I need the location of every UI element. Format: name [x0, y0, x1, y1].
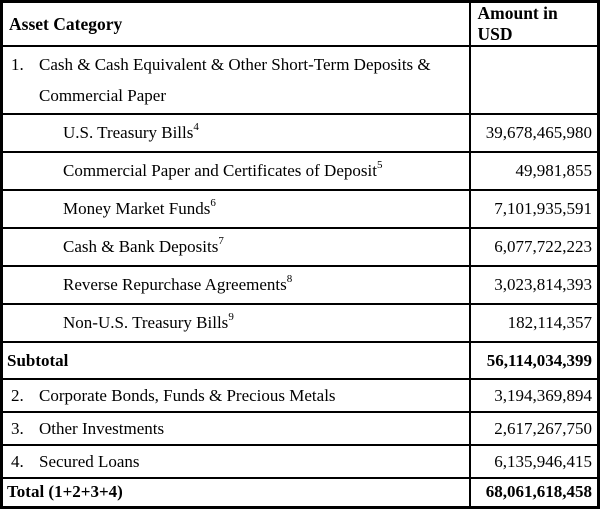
asset-category-cell [2, 152, 470, 190]
amount-cell: 3,194,369,894 [470, 379, 599, 412]
amount-cell: 39,678,465,980 [470, 114, 599, 152]
asset-category-cell [2, 46, 470, 114]
asset-category-cell [2, 228, 470, 266]
table-row [2, 228, 599, 266]
amount-cell: 68,061,618,458 [470, 478, 599, 507]
footnote-marker: 7 [218, 235, 224, 248]
asset-category-cell [2, 379, 470, 412]
item-number: 1. [11, 55, 24, 74]
amount-cell: 49,981,855 [470, 152, 599, 190]
footnote-marker: 8 [286, 273, 293, 286]
item-label: Corporate Bonds, Funds & Precious Metals [39, 385, 336, 405]
table-row [2, 445, 599, 478]
footnote-marker: 5 [376, 159, 383, 172]
item-number: 2. [11, 385, 24, 405]
amount-cell: 56,114,034,399 [470, 342, 599, 379]
subtotal-row [2, 342, 599, 379]
item-label: Secured Loans [39, 451, 140, 471]
item-label: Money Market Funds [63, 199, 211, 218]
item-label: Non-U.S. Treasury Bills [63, 313, 229, 332]
amount-cell: 6,077,722,223 [470, 228, 599, 266]
amount-cell: 3,023,814,393 [470, 266, 599, 304]
amount-cell: 6,135,946,415 [470, 445, 599, 478]
table-row [2, 379, 599, 412]
table-row [2, 152, 599, 190]
item-label: Reverse Repurchase Agreements [63, 275, 287, 294]
table-row [2, 266, 599, 304]
table-row [2, 304, 599, 342]
amount-cell: 182,114,357 [470, 304, 599, 342]
item-label: Cash & Cash Equivalent & Other Short-Term Deposits & Commercial Paper [39, 55, 431, 105]
asset-category-cell [2, 445, 470, 478]
item-number: 4. [11, 451, 24, 471]
asset-category-cell [2, 114, 470, 152]
table-row [2, 412, 599, 445]
table-row [2, 114, 599, 152]
footnote-marker: 6 [210, 197, 216, 210]
asset-category-cell [2, 190, 470, 228]
footnote-marker: 9 [228, 311, 234, 324]
total-row [2, 478, 599, 507]
asset-category-cell [2, 304, 470, 342]
table-row [2, 46, 599, 114]
asset-category-cell: Subtotal [2, 342, 470, 379]
column-header-amount: Amount in USD [470, 2, 599, 47]
table-row [2, 190, 599, 228]
amount-cell [470, 46, 599, 114]
asset-category-cell [2, 266, 470, 304]
footnote-marker: 4 [193, 121, 199, 134]
item-label: Cash & Bank Deposits [63, 237, 219, 256]
item-label: U.S. Treasury Bills [63, 123, 194, 142]
asset-category-cell [2, 412, 470, 445]
item-number: 3. [11, 418, 24, 438]
item-label: Commercial Paper and Certificates of Deposit [63, 161, 377, 180]
asset-category-cell: Total (1+2+3+4) [2, 478, 470, 507]
amount-cell: 7,101,935,591 [470, 190, 599, 228]
amount-cell: 2,617,267,750 [470, 412, 599, 445]
item-label: Other Investments [39, 418, 165, 438]
table-header-row [2, 2, 599, 47]
column-header-asset-category: Asset Category [2, 2, 470, 47]
